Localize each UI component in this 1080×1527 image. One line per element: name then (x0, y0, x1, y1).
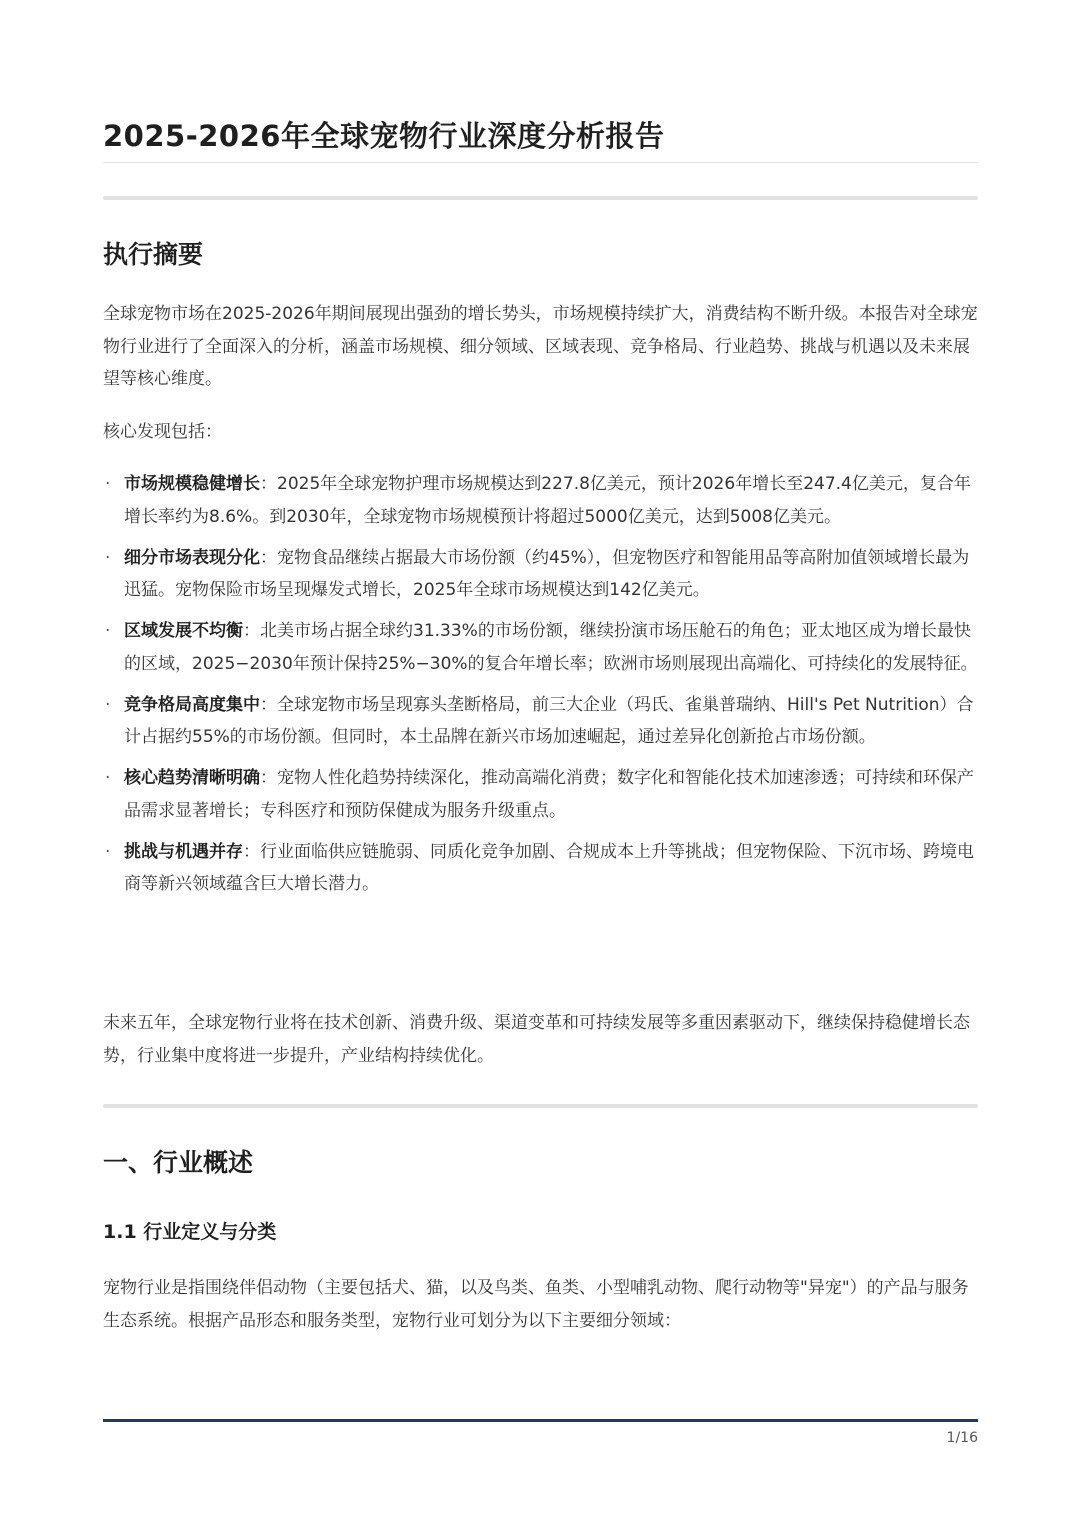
finding-text: 2025年全球宠物护理市场规模达到227.8亿美元，预计2026年增长至247.4亿美元，复合年增长率约为8.6%。到2030年，全球宠物市场规模预计将超过5000亿美元，达到5008亿美元。 (124, 474, 971, 527)
finding-title: 细分市场表现分化 (124, 547, 260, 568)
list-item (103, 542, 978, 607)
finding-separator: ： (260, 547, 277, 568)
finding-title: 市场规模稳健增长 (124, 474, 260, 494)
bullet-marker: · (105, 694, 111, 715)
finding-text: 宠物食品继续占据最大市场份额（约45%），但宠物医疗和智能用品等高附加值领域增长最为迅猛。宠物保险市场呈现爆发式增长，2025年全球市场规模达到142亿美元。 (124, 547, 970, 600)
bullet-marker: · (105, 474, 111, 494)
bullet-marker: · (105, 621, 111, 641)
finding-separator: ： (243, 841, 260, 862)
list-item (103, 762, 978, 827)
finding-text: 宠物人性化趋势持续深化，推动高端化消费；数字化和智能化技术加速渗透；可持续和环保产品需求显著增长；专科医疗和预防保健成为服务升级重点。 (124, 768, 974, 821)
page-number: 1/16 (946, 1430, 978, 1446)
finding-separator: ： (260, 694, 277, 715)
footer-divider (103, 1419, 978, 1422)
overview-heading: 一、行业概述 (103, 1148, 254, 1177)
finding-text: 全球宠物市场呈现寡头垄断格局，前三大企业（玛氏、雀巢普瑞纳、Hill's Pet Nutrition）合计占据约55%的市场份额。但同时，本土品牌在新兴市场加速崛起，通过差异化创新抢占市场份额。 (124, 694, 974, 747)
finding-separator: ： (243, 621, 260, 641)
title-divider (103, 162, 978, 163)
bullet-marker: · (105, 547, 111, 568)
finding-separator: ： (260, 474, 277, 494)
finding-title: 挑战与机遇并存 (124, 841, 243, 862)
bullet-marker: · (105, 841, 111, 862)
finding-text: 北美市场占据全球约31.33%的市场份额，继续扮演市场压舱石的角色；亚太地区成为增长最快的区域，2025−2030年预计保持25%−30%的复合年增长率；欧洲市场则展现出高端化、可持续化的发展特征。 (124, 621, 978, 674)
definition-subheading: 1.1 行业定义与分类 (103, 1221, 277, 1243)
findings-label: 核心发现包括： (103, 422, 222, 442)
section-divider (103, 196, 978, 200)
outlook-paragraph: 未来五年，全球宠物行业将在技术创新、消费升级、渠道变革和可持续发展等多重因素驱动下，继续保持稳健增长态势，行业集中度将进一步提升，产业结构持续优化。 (103, 1013, 970, 1066)
list-item (103, 468, 978, 533)
definition-paragraph: 宠物行业是指围绕伴侣动物（主要包括犬、猫，以及鸟类、鱼类、小型哺乳动物、爬行动物等"异宠"）的产品与服务生态系统。根据产品形态和服务类型，宠物行业可划分为以下主要细分领域： (103, 1278, 969, 1331)
finding-title: 核心趋势清晰明确 (124, 768, 260, 788)
document-title: 2025-2026年全球宠物行业深度分析报告 (103, 119, 665, 153)
exec-summary-heading: 执行摘要 (103, 240, 204, 269)
finding-separator: ： (260, 768, 277, 788)
bullet-marker: · (105, 768, 111, 788)
finding-title: 区域发展不均衡 (124, 621, 243, 641)
list-item (103, 689, 978, 754)
section-divider (103, 1104, 978, 1108)
finding-title: 竞争格局高度集中 (124, 694, 260, 715)
exec-summary-intro: 全球宠物市场在2025-2026年期间展现出强劲的增长势头，市场规模持续扩大，消费结构不断升级。本报告对全球宠物行业进行了全面深入的分析，涵盖市场规模、细分领域、区域表现、竞争格局、行业趋势、挑战与机遇以及未来展望等核心维度。 (103, 304, 978, 389)
findings-list (103, 468, 978, 909)
list-item (103, 615, 978, 680)
finding-text: 行业面临供应链脆弱、同质化竞争加剧、合规成本上升等挑战；但宠物保险、下沉市场、跨境电商等新兴领域蕴含巨大增长潜力。 (124, 841, 974, 894)
list-item (103, 836, 978, 901)
